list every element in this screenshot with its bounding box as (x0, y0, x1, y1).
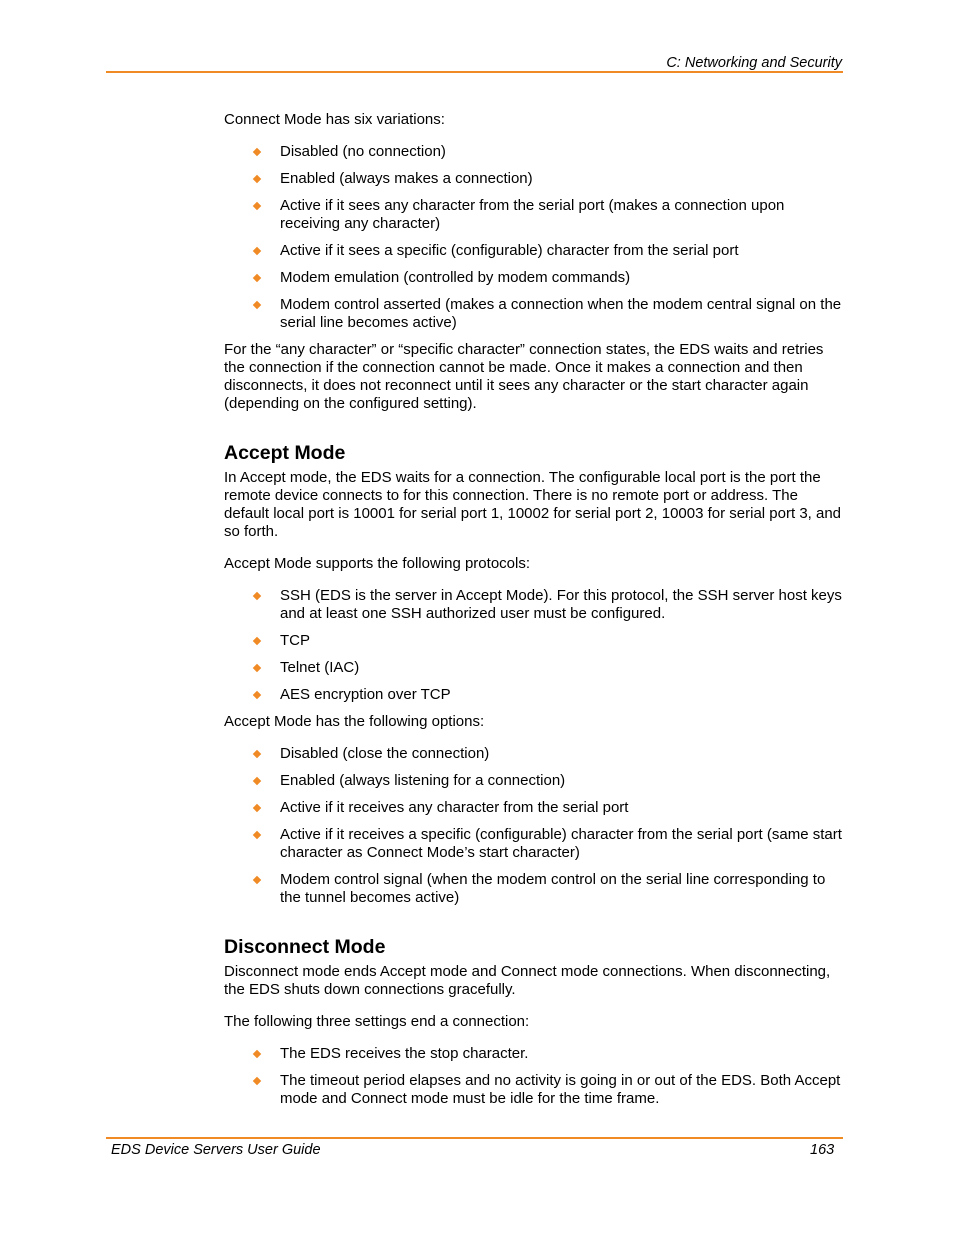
protocols-intro: Accept Mode supports the following protocols: (224, 555, 530, 572)
list-item: Active if it sees any character from the serial port (makes a connection upon receiving any character) (224, 197, 842, 233)
accept-options-list (224, 745, 842, 907)
disconnect-mode-heading: Disconnect Mode (224, 936, 386, 958)
disconnect-settings-list (224, 1045, 842, 1108)
diamond-bullet-icon (253, 274, 261, 282)
diamond-bullet-icon (253, 876, 261, 884)
accept-mode-paragraph: In Accept mode, the EDS waits for a connection. The configurable local port is the port the remote device connects to for this connection. There is no remote port or address. The default local port is 10001 for serial port 1, 10002 for serial port 2, 10003 for serial port 3, and so forth. (224, 469, 842, 540)
diamond-bullet-icon (253, 777, 261, 785)
footer-rule (106, 1137, 843, 1139)
list-item: Active if it receives any character from the serial port (224, 799, 842, 817)
list-item: Active if it receives a specific (configurable) character from the serial port (same start character as Connect Mode’s start character) (224, 826, 842, 862)
diamond-bullet-icon (253, 664, 261, 672)
list-item: Enabled (always listening for a connection) (224, 772, 842, 790)
accept-protocols-list (224, 587, 842, 704)
accept-mode-heading: Accept Mode (224, 442, 346, 464)
header-rule (106, 71, 843, 73)
diamond-bullet-icon (253, 1050, 261, 1058)
list-item: Modem emulation (controlled by modem commands) (224, 269, 842, 287)
list-item: Disabled (no connection) (224, 143, 842, 161)
diamond-bullet-icon (253, 301, 261, 309)
list-item: SSH (EDS is the server in Accept Mode). For this protocol, the SSH server host keys and at least one SSH authorized user must be configured. (224, 587, 842, 623)
footer-guide-title: EDS Device Servers User Guide (111, 1142, 321, 1158)
list-item: Active if it sees a specific (configurable) character from the serial port (224, 242, 842, 260)
list-item: Disabled (close the connection) (224, 745, 842, 763)
diamond-bullet-icon (253, 202, 261, 210)
settings-intro: The following three settings end a connection: (224, 1013, 530, 1030)
diamond-bullet-icon (253, 247, 261, 255)
list-item: AES encryption over TCP (224, 686, 842, 704)
connect-variations-list (224, 143, 842, 332)
diamond-bullet-icon (253, 637, 261, 645)
diamond-bullet-icon (253, 750, 261, 758)
running-header: C: Networking and Security (666, 55, 842, 71)
diamond-bullet-icon (253, 1077, 261, 1085)
list-item: TCP (224, 632, 842, 650)
intro-paragraph: Connect Mode has six variations: (224, 111, 445, 128)
page-number: 163 (810, 1142, 835, 1158)
disconnect-mode-paragraph: Disconnect mode ends Accept mode and Connect mode connections. When disconnecting, the EDS shuts down connections gracefully. (224, 963, 831, 998)
diamond-bullet-icon (253, 831, 261, 839)
list-item: The EDS receives the stop character. (224, 1045, 842, 1063)
list-item: Telnet (IAC) (224, 659, 842, 677)
diamond-bullet-icon (253, 148, 261, 156)
diamond-bullet-icon (253, 592, 261, 600)
connect-note-paragraph: For the “any character” or “specific character” connection states, the EDS waits and retries the connection if the connection cannot be made. Once it makes a connection and then disconnects, it does not reconnect until it sees any character or the start character again (depending on the configured setting). (224, 341, 824, 412)
list-item: Modem control asserted (makes a connection when the modem central signal on the serial line becomes active) (224, 296, 842, 332)
diamond-bullet-icon (253, 175, 261, 183)
list-item: Modem control signal (when the modem control on the serial line corresponding to the tunnel becomes active) (224, 871, 842, 907)
list-item: The timeout period elapses and no activity is going in or out of the EDS. Both Accept mode and Connect mode must be idle for the time frame. (224, 1072, 842, 1108)
options-intro: Accept Mode has the following options: (224, 713, 485, 730)
diamond-bullet-icon (253, 804, 261, 812)
diamond-bullet-icon (253, 691, 261, 699)
page-body (224, 111, 842, 1117)
list-item: Enabled (always makes a connection) (224, 170, 842, 188)
